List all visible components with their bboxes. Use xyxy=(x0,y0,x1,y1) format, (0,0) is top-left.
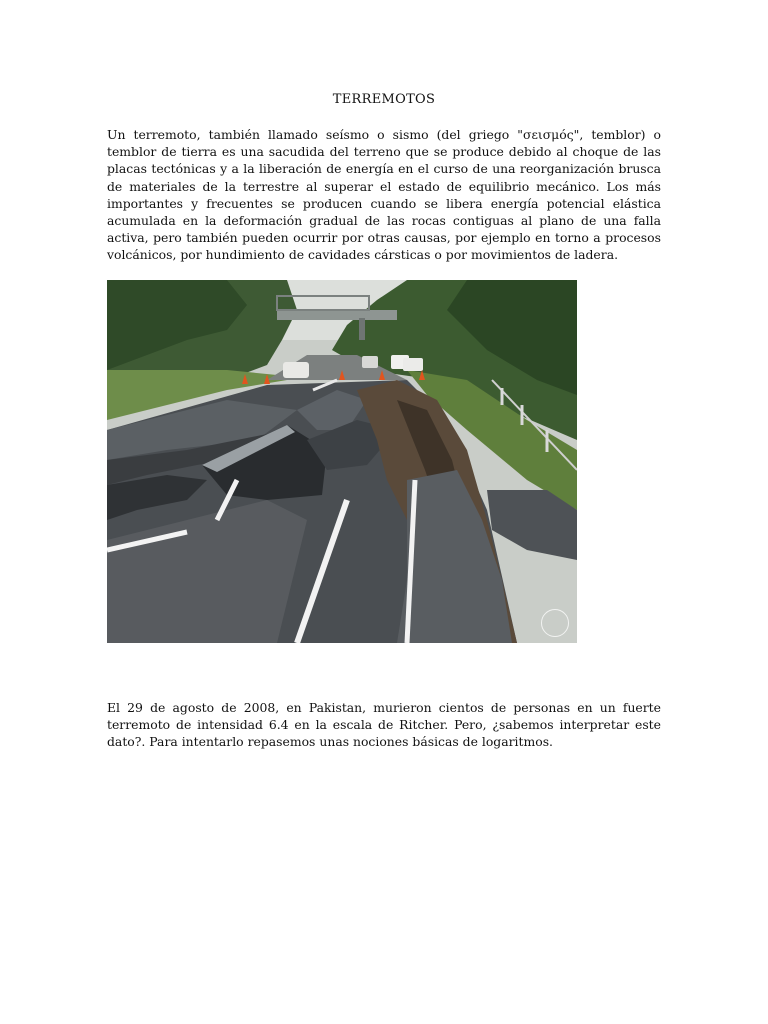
watermark-stamp xyxy=(541,609,569,637)
earthquake-road-photo xyxy=(107,280,577,643)
intro-paragraph: Un terremoto, también llamado seísmo o sismo (del griego "σεισμός", temblor) o temblor de tierra es una sacudida del terreno que se produce debido al choque de las placas tectónicas y a la liberación de energía en el curso de una reorganización brusca de materiales de la terrestre al superar el estado de equilibrio mecánico. Los más importantes y frecuentes se producen cuando se libera energía potencial elástica acumulada en la deformación gradual de las rocas contiguas al plano de una falla activa, pero también pueden ocurrir por otras causas, por ejemplo en torno a procesos volcánicos, por hundimiento de cavidades cársticas o por movimientos de ladera. xyxy=(107,127,661,263)
document-title: TERREMOTOS xyxy=(332,92,436,107)
pakistan-paragraph: El 29 de agosto de 2008, en Pakistan, murieron cientos de personas en un fuerte terremoto de intensidad 6.4 en la escala de Ritcher. Pero, ¿sabemos interpretar este dato?. Para intentarlo repasemos unas nociones básicas de logaritmos. xyxy=(107,700,661,750)
